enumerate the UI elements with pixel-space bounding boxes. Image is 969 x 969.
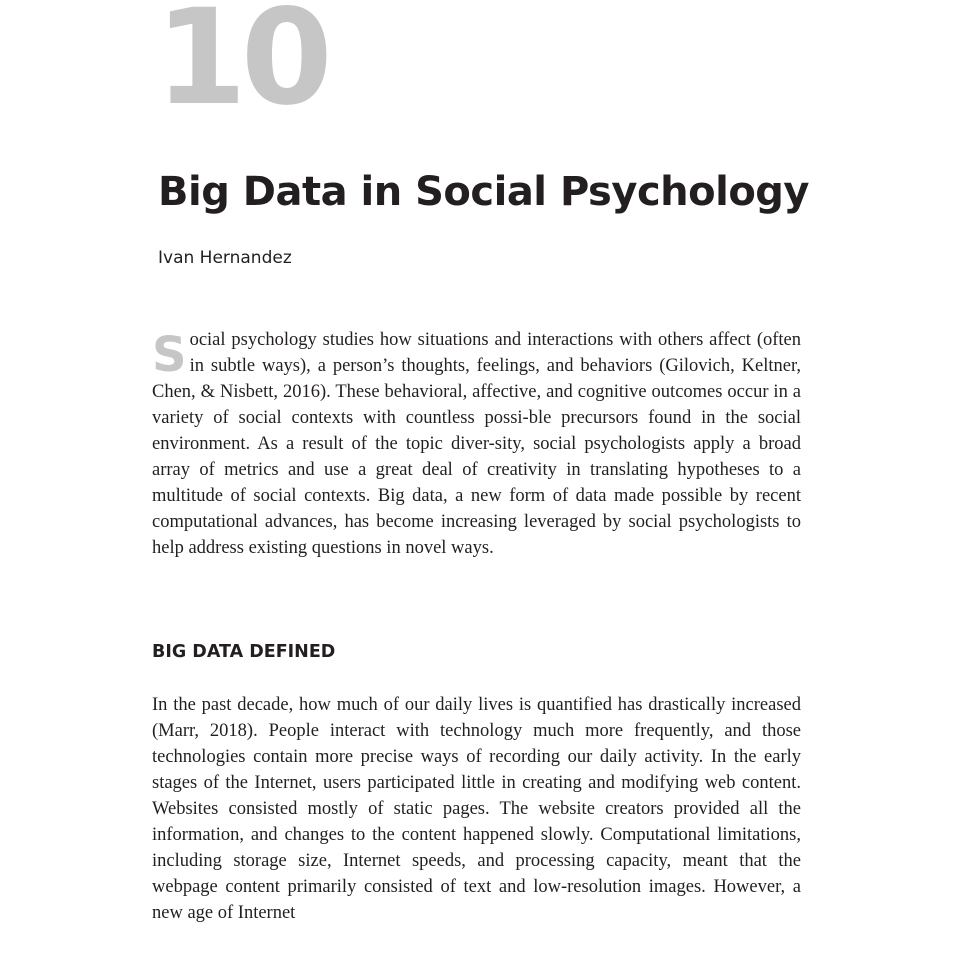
section-heading: BIG DATA DEFINED	[152, 642, 336, 662]
author-name: Ivan Hernandez	[158, 248, 292, 268]
intro-paragraph	[152, 327, 801, 561]
drop-cap: S	[152, 327, 187, 383]
intro-paragraph-text: ocial psychology studies how situations and interactions with others affect (often in subtle ways), a person’s thoughts, feelings, and behaviors (Gilovich, Keltner, Chen, & Nisbett, 2016). These behavioral, affective, and cognitive outcomes occur in a variety of social contexts with countless possi-ble precursors found in the social environment. As a result of the topic diver-sity, social psychologists apply a broad array of metrics and use a great deal of creativity in translating hypotheses to a multitude of social contexts. Big data, a new form of data made possible by recent computational advances, has become increasing leveraged by social psychologists to help address existing questions in novel ways.	[152, 330, 801, 558]
chapter-number: 10	[155, 0, 327, 135]
section-paragraph: In the past decade, how much of our daily lives is quantified has drastically increased (Marr, 2018). People interact with technology much more frequently, and those technologies contain more precise ways of recording our daily activity. In the early stages of the Internet, users participated little in creating and modifying web content. Websites consisted mostly of static pages. The website creators provided all the information, and changes to the content happened slowly. Computational limitations, including storage size, Internet speeds, and processing capacity, meant that the webpage content primarily consisted of text and low-resolution images. However, a new age of Internet	[152, 695, 801, 923]
chapter-title: Big Data in Social Psychology	[158, 169, 810, 215]
